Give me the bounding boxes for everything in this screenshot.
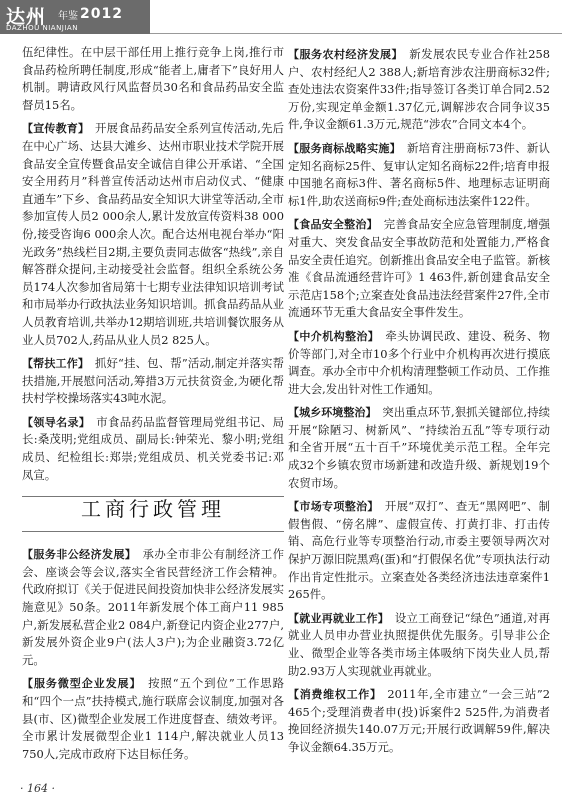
paragraph-text: 开展食品药品安全系列宣传活动,先后在中心广场、达县大滩乡、达州市职业技术学院开展食品安全宣传暨食品安全诚信自律公开承诺、“全国安全用药月”科普宣传活动达州市启动仪式、“健康直通车”下乡、食品药品安全知识大讲堂等活动,全市参加宣传人员2 000余人,累计发放宣传资料38 000份,接受咨询6 000余人次。配合达州电视台举办“阳光政务”热线栏目2期,主要负责同志做客“热线”,亲自解答群众提问,主动接受社会监督。组织全系统公务员174人次参加省局第十七期专业法律知识培训考试和市局举办行政执法业务知识培训。抓食品药品从业人员教育培训,共举办12期培训班,共培训餐饮服务从业人员702人,药品从业人员2 825人。 bbox=[22, 121, 284, 347]
paragraph-text: 按照“五个到位”工作思路和“四个一点”扶持模式,施行联席会议制度,加强对各县(市、区)微型企业发展工作进度督查、绩效考评。全市累计发展微型企业1 114户,解决就业人员13 750人,完成市政府下达目标任务。 bbox=[22, 676, 285, 761]
yearbook-subtitle: 年鉴 bbox=[58, 11, 78, 22]
paragraph-text: 突出重点环节,狠抓关键部位,持续开展“除陋习、树新风”、“持续治五乱”等专项行动和全省开展“五十百千”环境优美示范工程。全年完成32个乡镇农贸市场新建和改造升级、新规划19个农贸市场。 bbox=[288, 405, 550, 490]
paragraph-heading: 【领导名录】 bbox=[22, 415, 91, 429]
paragraph bbox=[22, 120, 284, 349]
right-column-body bbox=[288, 46, 550, 757]
yearbook-year: 2012 bbox=[80, 6, 123, 22]
paragraph bbox=[288, 140, 550, 210]
header-rule bbox=[150, 33, 562, 34]
paragraph-text: 伍纪律性。在中层干部任用上推行竞争上岗,推行市食品药检所聘任制度,形成“能者上,庸者下”良好用人机制。聘请政风行风监督员30名和食品药品安全监督员15名。 bbox=[22, 45, 284, 112]
section-title-box bbox=[22, 496, 284, 532]
paragraph-text: 设立工商登记“绿色”通道,对再就业人员申办营业执照提供优先服务。引导非公企业、微型企业等各类市场主体吸纳下岗失业人员,帮助2.93万人实现就业再就业。 bbox=[288, 610, 550, 678]
paragraph-heading: 【帮扶工作】 bbox=[22, 357, 90, 371]
left-column-top bbox=[22, 44, 284, 484]
paragraph-text: 承办全市非公有制经济工作会、座谈会等会议,落实全省民营经济工作会精神。代政府拟订《关于促进民间投资加快非公经济发展实施意见》50条。2011年新发展个体工商户11 985户,新发展私营企业2 084户,新登记内资企业277户,新发展外资企业9户(法人3户);为企业融资3.72亿元。 bbox=[22, 547, 284, 667]
yearbook-title: 达州 bbox=[6, 6, 47, 28]
paragraph bbox=[288, 610, 550, 680]
paragraph bbox=[22, 546, 284, 669]
paragraph-text: 新发展农民专业合作社258户、农村经纪人2 388人;新培育涉农注册商标32件;查处违法农资案件33件;指导签订各类订单合同2.52万份,实现定单金额1.37亿元,调解涉农合同争议35件,争议金额61.3万元,规范“涉农”合同文本4个。 bbox=[288, 47, 551, 132]
paragraph-heading: 【服务商标战略实施】 bbox=[288, 141, 401, 155]
paragraph-heading: 【市场专项整治】 bbox=[288, 500, 379, 514]
paragraph bbox=[288, 686, 550, 756]
paragraph bbox=[288, 328, 550, 398]
left-column bbox=[22, 44, 284, 769]
right-column bbox=[288, 46, 550, 763]
paragraph bbox=[22, 675, 284, 763]
paragraph-text: 牵头协调民政、建设、税务、物价等部门,对全市10多个行业中介机构再次进行摸底调查。承办全市中介机构清理整顿工作动员、工作推进大会,发出针对性工作通知。 bbox=[288, 328, 550, 396]
paragraph bbox=[22, 414, 284, 484]
paragraph bbox=[22, 355, 284, 408]
page-header bbox=[0, 0, 562, 36]
paragraph bbox=[288, 216, 550, 322]
paragraph bbox=[22, 44, 284, 114]
paragraph-heading: 【服务微型企业发展】 bbox=[22, 677, 142, 691]
paragraph-text: 市食品药品监督管理局党组书记、局长:桑茂明;党组成员、副局长:钟荣光、黎小明;党组成员、纪检组长:郑崇;党组成员、机关党委书记:邓凤宣。 bbox=[22, 414, 284, 482]
paragraph-text: 开展“双打”、查无“黑网吧”、制假售假、“傍名牌”、虚假宣传、打黄打非、打击传销、高危行业等专项整治行动,市委主要领导两次对保护万源旧院黑鸡(蛋)和“打假保名优”专项执法行动作出肯定性批示。立案查处各类经济违法违章案件1 265件。 bbox=[288, 499, 551, 602]
paragraph-heading: 【服务农村经济发展】 bbox=[288, 48, 404, 61]
left-column-bottom bbox=[22, 546, 284, 763]
paragraph bbox=[288, 46, 550, 134]
paragraph-heading: 【宣传教育】 bbox=[22, 122, 90, 136]
paragraph-text: 2011年,全市建立“一会三站”2 465个;受理消费者申(投)诉案件2 525件,为消费者挽回经济损失140.07万元;开展行政调解59件,解决争议金额64.35万元。 bbox=[288, 687, 551, 754]
paragraph-text: 完善食品安全应急管理制度,增强对重大、突发食品安全事故防范和处置能力,严格食品安全责任追究。创新推出食品安全电子监管。新核准《食品流通经营许可》1 463件,新创建食品安全示范店158个;立案查处食品违法经营案件27件,全市流通环节无重大食品安全事件发生。 bbox=[288, 217, 550, 320]
paragraph-heading: 【就业再就业工作】 bbox=[288, 611, 389, 625]
paragraph-text: 新培育注册商标73件、新认定知名商标25件、复审认定知名商标22件;培育申报中国驰名商标3件、著名商标5件、地理标志证明商标1件,助农送商标9件;查处商标违法案件122件。 bbox=[288, 140, 551, 208]
yearbook-pinyin: DAZHOU NIANJIAN bbox=[6, 24, 78, 32]
paragraph bbox=[288, 498, 550, 604]
paragraph-heading: 【中介机构整治】 bbox=[288, 329, 380, 343]
paragraph-heading: 【城乡环境整治】 bbox=[288, 406, 377, 420]
paragraph-heading: 【服务非公经济发展】 bbox=[22, 548, 137, 562]
paragraph-heading: 【消费维权工作】 bbox=[288, 688, 382, 702]
paragraph-text: 抓好“挂、包、帮”活动,制定并落实帮扶措施,开展慰问活动,筹措3万元扶贫资金,为硬化帮扶村学校操场落实43吨水泥。 bbox=[22, 356, 284, 406]
paragraph-heading: 【食品安全整治】 bbox=[288, 218, 378, 232]
section-title: 工商行政管理 bbox=[81, 497, 225, 522]
paragraph bbox=[288, 404, 550, 492]
page-number: · 164 · bbox=[20, 782, 55, 795]
